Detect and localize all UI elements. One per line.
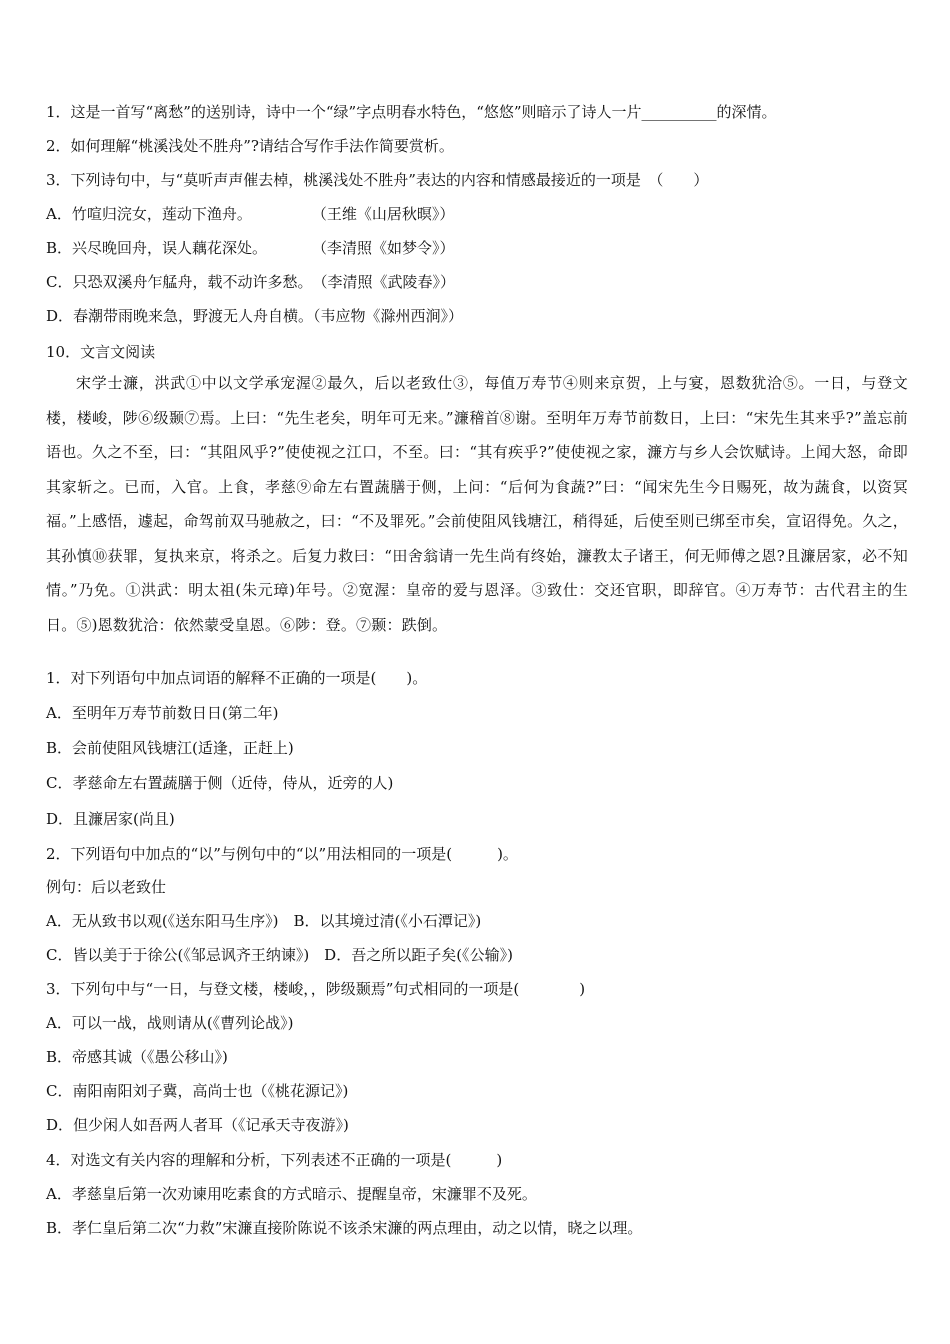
s10-q2-stem: 2．下列语句中加点的“以”与例句中的“以”用法相同的一项是( )。: [46, 845, 518, 863]
s10-q4-option-b: B．孝仁皇后第二次“力救”宋濂直接阶陈说不该杀宋濂的两点理由，动之以情，晓之以理。: [46, 1219, 643, 1237]
s10-q2-options-ab: A．无从致书以观(《送东阳马生序》) B．以其境过清(《小石潭记》): [46, 912, 482, 930]
s10-q3-option-c: C．南阳南阳刘子冀，高尚士也（《桃花源记》): [46, 1082, 349, 1100]
s10-q1-option-c: C．孝慈命左右置蔬膳于侧（近侍，侍从，近旁的人): [46, 774, 394, 792]
s10-q1-option-b: B．会前使阻风钱塘江(适逢，正赶上): [46, 739, 294, 757]
s10-q4-stem: 4．对选文有关内容的理解和分析，下列表述不正确的一项是( ): [46, 1151, 503, 1169]
s10-q3-option-d: D．但少闲人如吾两人者耳（《记承天寺夜游》): [46, 1116, 349, 1134]
question-2-text: 2．如何理解“桃溪浅处不胜舟”?请结合写作手法作简要赏析。: [46, 137, 454, 155]
s10-q1-option-d: D．且濂居家(尚且): [46, 810, 175, 828]
s10-q3-option-a: A．可以一战，战则请从(《曹列论战》): [46, 1014, 294, 1032]
s10-q2-example: 例句：后以老致仕: [46, 878, 167, 896]
question-3-text: 3．下列诗句中，与“莫听声声催去棹，桃溪浅处不胜舟”表达的内容和情感最接近的一项是 （ ）: [46, 171, 709, 189]
question-3-option-c: C．只恐双溪舟乍艋舟，载不动许多愁。 （李清照《武陵春》）: [46, 273, 455, 291]
s10-q3-option-b: B．帝感其诚（《愚公移山》): [46, 1048, 228, 1066]
s10-q2-options-cd: C．皆以美于于徐公(《邹忌讽齐王纳谏》) D．吾之所以距子矣(《公输》): [46, 946, 513, 964]
question-3-option-a: A．竹喧归浣女，莲动下渔舟。 （王维《山居秋暝》）: [46, 205, 455, 223]
s10-q1-option-a: A．至明年万寿节前数日日(第二年): [46, 704, 279, 722]
s10-q3-stem: 3．下列句中与“一日，与登文楼，楼峻，，陟级颞焉”句式相同的一项是( ): [46, 980, 586, 998]
classical-chinese-passage: 宋学士濂，洪武①中以文学承宠渥②最久，后以老致仕③，每值万寿节④则来京贺，上与宴，恩数犹洽⑤。一日，与登文楼，楼峻，陟⑥级颞⑦焉。上曰：“先生老矣，明年可无来。”濂稽首⑧谢。至明年万寿节前数日，上曰：“宋先生其来乎?”盖忘前语也。久之不至，曰：“其阻风乎?”使使视之江口，不至。曰：“其有疾乎?”使使视之家，濂方与乡人会饮赋诗。上闻大怒，命即其家斩之。已而，入官。上食，孝慈⑨命左右置蔬膳于侧，上问：“后何为食蔬?”曰：“闻宋先生今日赐死，故为蔬食，以资冥福。”上感悟，遽起，命驾前双马驰赦之，曰：“不及罪死。”会前使阻风钱塘江，稍得延，后使至则已绑至市矣，宣诏得免。久之，其孙慎⑩获罪，复执来京，将杀之。后复力救曰：“田舍翁请一先生尚有终始，濂教太子诸王，何无师傅之恩?且濂居家，必不知情。”乃免。①洪武：明太祖(朱元璋)年号。②宽渥：皇帝的爱与恩泽。③致仕：交还官职，即辞官。④万寿节：古代君主的生日。⑤)恩数犹洽：依然蒙受皇恩。⑥陟：登。⑦颞：跌倒。: [46, 374, 908, 634]
s10-q1-stem: 1．对下列语句中加点词语的解释不正确的一项是( )。: [46, 669, 428, 687]
question-3-option-d: D．春潮带雨晚来急，野渡无人舟自横。（韦应物《滁州西涧》）: [46, 307, 464, 325]
section-10-heading: 10．文言文阅读: [46, 343, 156, 361]
question-1-text: 1．这是一首写“离愁”的送别诗，诗中一个“绿”字点明春水特色，“悠悠”则暗示了诗人一片__________的深情。: [46, 103, 777, 121]
s10-q4-option-a: A．孝慈皇后第一次劝谏用吃素食的方式暗示、提醒皇帝，宋濂罪不及死。: [46, 1185, 537, 1203]
question-3-option-b: B．兴尽晚回舟，误人藕花深处。 （李清照《如梦令》）: [46, 239, 455, 257]
